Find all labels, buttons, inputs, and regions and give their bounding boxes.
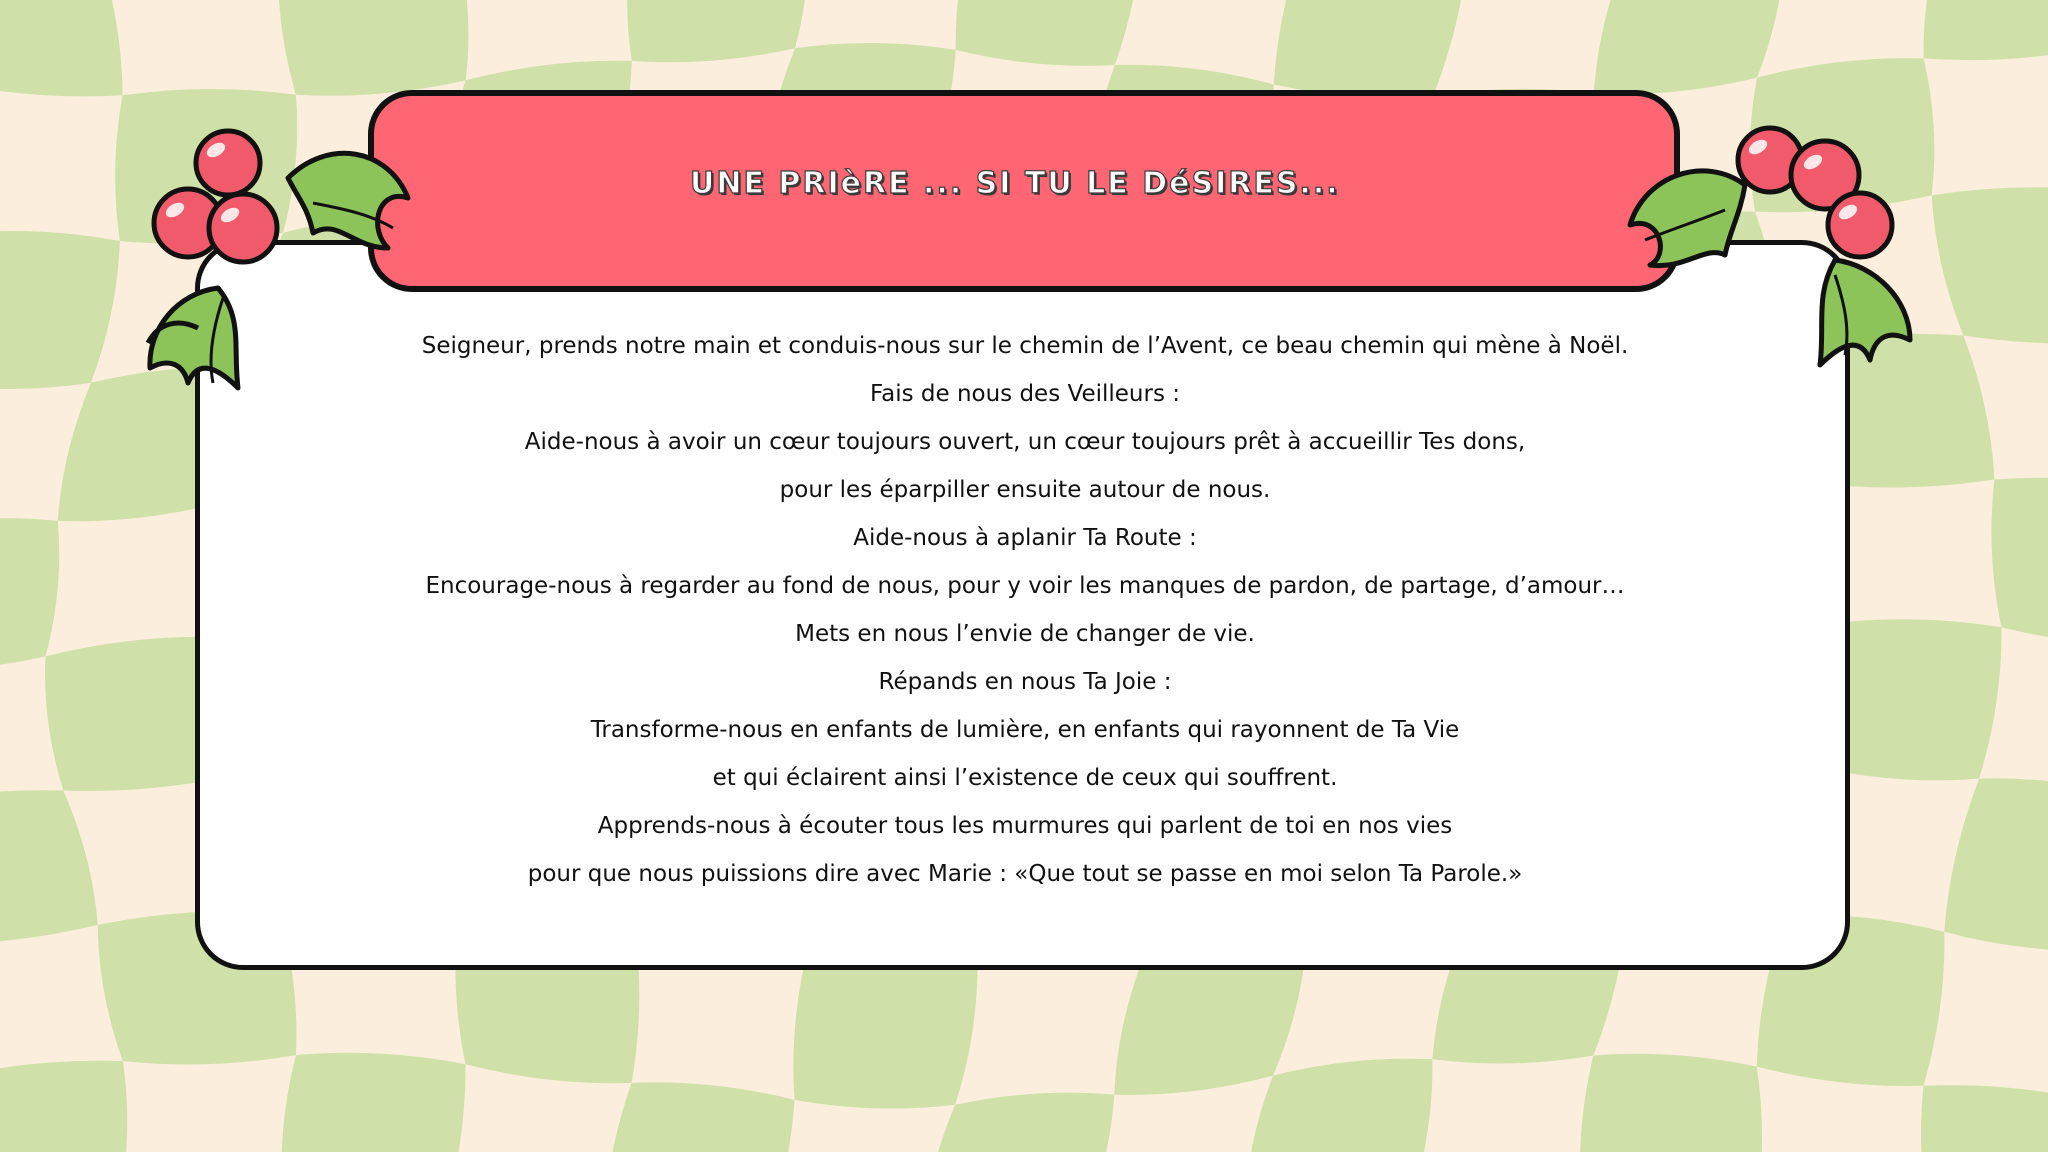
background-tile xyxy=(1923,0,2048,60)
prayer-line: Apprends-nous à écouter tous les murmures qui parlent de toi en nos vies xyxy=(597,813,1453,839)
prayer-line: Encourage-nous à regarder au fond de nous, pour y voir les manques de pardon, de partage, d’amour… xyxy=(425,573,1625,599)
prayer-line: pour les éparpiller ensuite autour de nous. xyxy=(779,477,1271,503)
prayer-line: Fais de nous des Veilleurs : xyxy=(869,381,1181,407)
holly-berries-icon xyxy=(138,118,418,408)
prayer-line: Transforme-nous en enfants de lumière, en enfants qui rayonnent de Ta Vie xyxy=(590,717,1460,743)
background-tile xyxy=(1991,478,2048,645)
background-tile xyxy=(793,947,977,1109)
prayer-line: Mets en nous l’envie de changer de vie. xyxy=(795,621,1255,647)
prayer-line: Aide-nous à avoir un cœur toujours ouvert, un cœur toujours prêt à accueillir Tes dons, xyxy=(524,429,1526,455)
background-tile xyxy=(956,0,1144,66)
background-tile xyxy=(1921,1085,2048,1152)
background-tile xyxy=(1580,1054,1762,1152)
prayer-text xyxy=(250,325,1800,901)
background-tile xyxy=(0,1061,127,1152)
prayer-line: Seigneur, prends notre main et conduis-nous sur le chemin de l’Avent, ce beau chemin qui mène à Noël. xyxy=(421,333,1629,359)
prayer-line: et qui éclairent ainsi l’existence de ceux qui souffrent. xyxy=(712,765,1338,791)
page-title: UNE PRIèRE ... SI TU LE DéSIRES... xyxy=(690,166,1340,201)
holly-berries-icon xyxy=(1625,115,1925,385)
prayer-line: Aide-nous à aplanir Ta Route : xyxy=(853,525,1197,551)
background-tile xyxy=(0,0,123,96)
prayer-line: pour que nous puissions dire avec Marie : «Que tout se passe en moi selon Ta Parole.» xyxy=(527,861,1523,887)
background-tile xyxy=(281,1053,465,1152)
prayer-line: Répands en nous Ta Joie : xyxy=(878,669,1172,695)
background-tile xyxy=(278,0,468,96)
